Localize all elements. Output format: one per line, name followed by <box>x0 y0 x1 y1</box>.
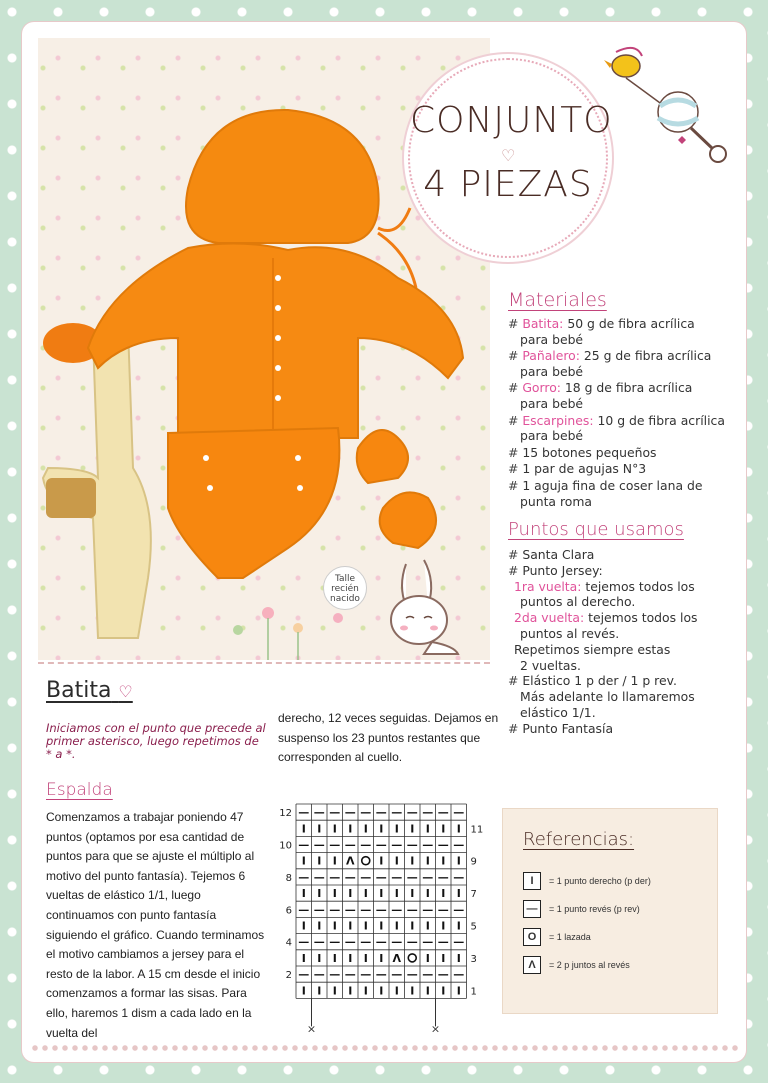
knit-icon: I <box>317 951 322 965</box>
purl-icon: — <box>391 806 403 820</box>
batita-intro: Iniciamos con el punto que precede al primer asterisco, luego repetimos de * a *. <box>46 721 266 761</box>
purl-icon: — <box>375 903 387 917</box>
row-label: 2 <box>285 970 292 982</box>
purl-icon: — <box>360 903 372 917</box>
punto-line: 2 vueltas. <box>520 657 581 673</box>
knit-icon: I <box>332 984 337 998</box>
knit-icon: I <box>394 854 399 868</box>
row-label: 5 <box>470 921 477 933</box>
materiales-section <box>508 287 728 510</box>
knit-icon: I <box>410 984 415 998</box>
knit-icon: I <box>410 887 415 901</box>
row-label: 9 <box>470 856 477 868</box>
knit-icon: I <box>379 822 384 836</box>
purl-icon: — <box>298 935 310 949</box>
purl-icon: — <box>391 838 403 852</box>
body-col1: Comenzamos a trabajar poniendo 47 puntos (optamos por esa cantidad de puntos para que se ajuste el múltiplo al motivo del punto fantasía). Tejemos 6 vueltas de elástico 1/1, luego continuamos con punto fantasía siguiendo el gráfico. Cuando terminamos el motivo cambiamos a jersey para el resto de la labor. A 15 cm desde el inicio comenzamos a formar las sisas. Para ello, haremos 1 dism a cada lado en la vuelta del <box>46 810 265 1040</box>
repeat-marker: × <box>430 1022 441 1036</box>
row-label: 8 <box>285 872 292 884</box>
row-label: 3 <box>470 953 477 965</box>
purl-icon: — <box>298 838 310 852</box>
purl-icon: — <box>313 903 325 917</box>
referencias-title: Referencias: <box>523 829 635 850</box>
purl-icon: — <box>313 935 325 949</box>
ref-row: Λ = 2 p juntos al revés <box>523 955 630 975</box>
knit-icon: I <box>425 951 430 965</box>
punto-line: # Punto Fantasía <box>508 720 614 736</box>
knit-icon: I <box>348 822 353 836</box>
knit-icon: I <box>394 984 399 998</box>
knit-icon: I <box>456 919 461 933</box>
purl-icon: — <box>391 935 403 949</box>
purl-icon: — <box>391 903 403 917</box>
decrease-icon: Λ <box>523 956 541 974</box>
material-key: Gorro: <box>522 380 561 396</box>
material-key: Escarpines: <box>522 412 594 428</box>
knit-icon: I <box>363 951 368 965</box>
purl-icon: — <box>344 806 356 820</box>
purl-icon: — <box>453 806 465 820</box>
purl-icon: — <box>298 806 310 820</box>
purl-icon: — <box>329 903 341 917</box>
material-cont: punta roma <box>520 493 593 509</box>
purl-icon: — <box>375 968 387 982</box>
purl-icon: — <box>298 968 310 982</box>
purl-icon: — <box>329 838 341 852</box>
purl-icon: — <box>391 870 403 884</box>
knit-icon: I <box>348 887 353 901</box>
knit-icon: I <box>425 822 430 836</box>
knit-icon: I <box>348 951 353 965</box>
knit-icon: I <box>332 822 337 836</box>
ref-row: O = 1 lazada <box>523 927 591 947</box>
purl-icon: — <box>453 903 465 917</box>
material-cont: para bebé <box>520 331 584 347</box>
referencias-box <box>502 808 718 1014</box>
punto-line: elástico 1/1. <box>520 704 596 720</box>
knit-icon: I <box>301 887 306 901</box>
knit-icon: I <box>317 854 322 868</box>
knit-icon: I <box>394 822 399 836</box>
knit-icon: I <box>332 951 337 965</box>
purl-icon: — <box>360 935 372 949</box>
yarn-over-icon <box>362 857 370 865</box>
knit-icon: I <box>441 854 446 868</box>
purl-icon: — <box>344 935 356 949</box>
knit-icon: I <box>456 887 461 901</box>
knit-icon: I <box>410 822 415 836</box>
purl-icon: — <box>406 903 418 917</box>
heart-icon: ♡ <box>118 682 133 701</box>
material-key: Pañalero: <box>522 348 580 364</box>
punto-line: puntos al revés. <box>520 625 620 641</box>
punto-line: 2da vuelta: tejemos todos los <box>514 610 698 626</box>
purl-icon: — <box>344 968 356 982</box>
knit-icon: I <box>523 872 541 890</box>
purl-icon: — <box>375 870 387 884</box>
purl-icon: — <box>437 935 449 949</box>
knit-icon: I <box>410 919 415 933</box>
materiales-title: Materiales <box>508 289 607 311</box>
purl-icon: — <box>422 806 434 820</box>
material-text: 50 g de fibra acrílica <box>567 316 695 331</box>
title-badge <box>408 58 613 258</box>
punto-line: Repetimos siempre estas <box>514 641 671 657</box>
knit-icon: I <box>301 919 306 933</box>
bottom-border <box>30 1044 738 1052</box>
material-item: # 1 aguja fina de coser lana de punta roma <box>508 478 728 509</box>
knit-icon: I <box>317 887 322 901</box>
knit-icon: I <box>456 854 461 868</box>
knit-icon: I <box>379 951 384 965</box>
size-tag <box>323 566 367 610</box>
divider <box>38 662 490 664</box>
knit-icon: I <box>425 984 430 998</box>
purl-icon: — <box>437 903 449 917</box>
purl-icon: — <box>298 870 310 884</box>
knit-icon: I <box>456 951 461 965</box>
material-item: # Gorro: 18 g de fibra acrílica para bebé <box>508 380 728 411</box>
purl-icon: — <box>523 900 541 918</box>
purl-icon: — <box>329 968 341 982</box>
knit-icon: I <box>379 854 384 868</box>
size-tag-line1: Talle <box>334 574 356 584</box>
puntos-title: Puntos que usamos <box>508 519 684 540</box>
purl-icon: — <box>406 935 418 949</box>
purl-icon: — <box>437 806 449 820</box>
purl-icon: — <box>406 806 418 820</box>
purl-icon: — <box>453 838 465 852</box>
purl-icon: — <box>422 935 434 949</box>
material-text: 10 g de fibra acrílica <box>597 412 725 428</box>
knit-icon: I <box>441 919 446 933</box>
purl-icon: — <box>437 968 449 982</box>
decrease-icon: Λ <box>345 854 355 868</box>
material-cont: para bebé <box>520 395 584 411</box>
purl-icon: — <box>313 870 325 884</box>
material-item: # Batita: 50 g de fibra acrílica para bebé <box>508 316 728 347</box>
purl-icon: — <box>453 870 465 884</box>
knit-icon: I <box>348 919 353 933</box>
purl-icon: — <box>375 838 387 852</box>
knit-icon: I <box>363 919 368 933</box>
batita-title: Batita ♡ <box>46 678 133 703</box>
material-text: 18 g de fibra acrílica <box>564 380 693 396</box>
purl-icon: — <box>422 870 434 884</box>
material-item: # 1 par de agujas N°3 <box>508 461 647 477</box>
yarn-over-icon: O <box>523 928 541 946</box>
knit-icon: I <box>363 822 368 836</box>
material-item: # 15 botones pequeños <box>508 444 657 460</box>
knit-icon: I <box>394 887 399 901</box>
knit-icon: I <box>425 919 430 933</box>
knit-icon: I <box>456 822 461 836</box>
material-cont: para bebé <box>520 363 584 379</box>
purl-icon: — <box>344 903 356 917</box>
knit-icon: I <box>332 919 337 933</box>
material-text: 15 botones pequeños <box>522 444 657 460</box>
row-label: 4 <box>285 937 292 949</box>
material-item: # Escarpines: 10 g de fibra acrílica para bebé <box>508 413 728 444</box>
purl-icon: — <box>360 806 372 820</box>
knit-icon: I <box>317 984 322 998</box>
puntos-section <box>508 517 728 737</box>
knit-icon: I <box>441 822 446 836</box>
purl-icon: — <box>298 903 310 917</box>
knit-icon: I <box>332 854 337 868</box>
knitting-chart <box>274 798 494 1036</box>
knit-icon: I <box>441 951 446 965</box>
knit-icon: I <box>301 984 306 998</box>
purl-icon: — <box>360 968 372 982</box>
material-text: 25 g de fibra acrílica <box>583 348 712 364</box>
purl-icon: — <box>313 806 325 820</box>
knit-icon: I <box>363 984 368 998</box>
knit-icon: I <box>363 887 368 901</box>
row-label: 11 <box>470 824 484 836</box>
purl-icon: — <box>329 935 341 949</box>
purl-icon: — <box>453 968 465 982</box>
knit-icon: I <box>332 887 337 901</box>
body-col2: derecho, 12 veces seguidas. Dejamos en suspenso los 23 puntos restantes que corresponden al cuello. <box>278 711 499 765</box>
purl-icon: — <box>437 838 449 852</box>
knit-icon: I <box>425 854 430 868</box>
purl-icon: — <box>406 838 418 852</box>
decrease-icon: Λ <box>392 951 402 965</box>
purl-icon: — <box>406 870 418 884</box>
knit-icon: I <box>301 822 306 836</box>
ref-row: I = 1 punto derecho (p der) <box>523 871 651 891</box>
knit-icon: I <box>441 984 446 998</box>
punto-line: # Santa Clara <box>508 547 595 562</box>
ref-row: — = 1 punto revés (p rev) <box>523 899 640 919</box>
purl-icon: — <box>375 935 387 949</box>
knit-icon: I <box>301 854 306 868</box>
knit-icon: I <box>379 984 384 998</box>
purl-icon: — <box>406 968 418 982</box>
purl-icon: — <box>422 968 434 982</box>
row-label: 6 <box>285 905 292 917</box>
purl-icon: — <box>344 870 356 884</box>
heart-icon: ♡ <box>501 148 516 165</box>
punto-line: puntos al derecho. <box>520 594 636 610</box>
punto-line: # Punto Jersey: <box>508 562 603 578</box>
size-tag-line3: nacido <box>330 594 360 604</box>
knit-icon: I <box>379 919 384 933</box>
row-label: 12 <box>279 808 292 820</box>
purl-icon: — <box>360 838 372 852</box>
knit-icon: I <box>348 984 353 998</box>
purl-icon: — <box>422 903 434 917</box>
bird-rattle-icon <box>596 42 736 172</box>
row-label: 10 <box>279 840 292 852</box>
knit-icon: I <box>394 919 399 933</box>
punto-line: 1ra vuelta: tejemos todos los <box>514 578 695 594</box>
espalda-title: Espalda <box>46 780 113 800</box>
knit-icon: I <box>456 984 461 998</box>
knit-icon: I <box>441 887 446 901</box>
title-line2: 4 PIEZAS <box>423 164 593 205</box>
knit-icon: I <box>410 854 415 868</box>
purl-icon: — <box>375 806 387 820</box>
material-key: Batita: <box>522 316 564 331</box>
purl-icon: — <box>360 870 372 884</box>
purl-icon: — <box>329 806 341 820</box>
size-tag-line2: recién <box>331 584 359 594</box>
knit-icon: I <box>379 887 384 901</box>
material-item: # Pañalero: 25 g de fibra acrílica para bebé <box>508 348 728 379</box>
material-text: 1 par de agujas N°3 <box>522 461 647 477</box>
knit-icon: I <box>317 822 322 836</box>
material-cont: para bebé <box>520 428 584 444</box>
row-label: 7 <box>470 889 477 901</box>
purl-icon: — <box>422 838 434 852</box>
row-label: 1 <box>470 986 477 998</box>
purl-icon: — <box>344 838 356 852</box>
knit-icon: I <box>317 919 322 933</box>
repeat-marker: × <box>306 1022 317 1036</box>
knit-icon: I <box>301 951 306 965</box>
punto-line: # Elástico 1 p der / 1 p rev. <box>508 673 677 689</box>
knit-icon: I <box>425 887 430 901</box>
purl-icon: — <box>453 935 465 949</box>
purl-icon: — <box>329 870 341 884</box>
purl-icon: — <box>313 838 325 852</box>
material-text: 1 aguja fina de coser lana de <box>522 477 703 493</box>
yarn-over-icon <box>408 954 416 962</box>
bunny-illustration <box>384 558 464 658</box>
purl-icon: — <box>313 968 325 982</box>
title-line1: CONJUNTO <box>410 100 613 141</box>
purl-icon: — <box>437 870 449 884</box>
punto-line: Más adelante lo llamaremos <box>520 689 695 705</box>
purl-icon: — <box>391 968 403 982</box>
